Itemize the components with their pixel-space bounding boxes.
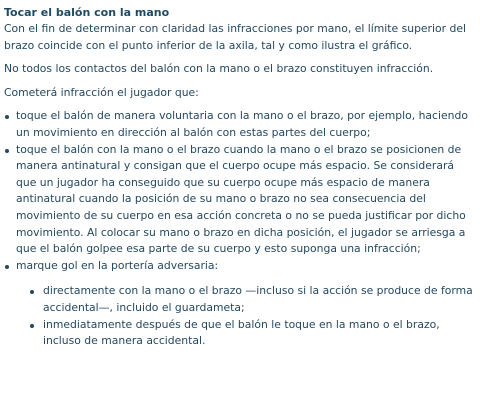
document-body <box>4 5 474 350</box>
list-item <box>4 258 474 350</box>
list-item: toque el balón con la mano o el brazo cuando la mano o el brazo se posicionen de manera antinatural y consigan que el cuerpo ocupe más espacio. Se considerará que un jugador ha conseguido que su cuerpo ocupe más espacio de manera antinatural cuando la posición de su mano o brazo no sea consecuencia del movimiento de su cuerpo en esa acción concreta o no se pueda justificar por dicho movimiento. Al colocar su mano o brazo en dicha posición, el jugador se arriesga a que el balón golpee esa parte de su cuerpo y esto suponga una infracción; <box>4 142 474 258</box>
lead-paragraph: Cometerá infracción el jugador que: <box>4 85 199 99</box>
sub-list-item: directamente con la mano o el brazo —incluso si la acción se produce de forma accidental—, incluido el guardameta; <box>16 283 474 316</box>
infraction-list <box>4 108 474 349</box>
sub-list-item: inmediatamente después de que el balón le toque en la mano o el brazo, incluso de manera accidental. <box>16 317 474 350</box>
note-paragraph: No todos los contactos del balón con la mano o el brazo constituyen infracción. <box>4 62 434 76</box>
section-title: Tocar el balón con la mano <box>4 6 170 19</box>
list-item: toque el balón de manera voluntaria con la mano o el brazo, por ejemplo, haciendo un movimiento en dirección al balón con estas partes del cuerpo; <box>4 108 474 141</box>
list-item-text: marque gol en la portería adversaria: <box>16 258 219 272</box>
intro-paragraph: Con el fin de determinar con claridad las infracciones por mano, el límite superior del brazo coincide con el punto inferior de la axila, tal y como ilustra el gráfico. <box>4 22 466 52</box>
goal-sublist <box>16 283 474 349</box>
